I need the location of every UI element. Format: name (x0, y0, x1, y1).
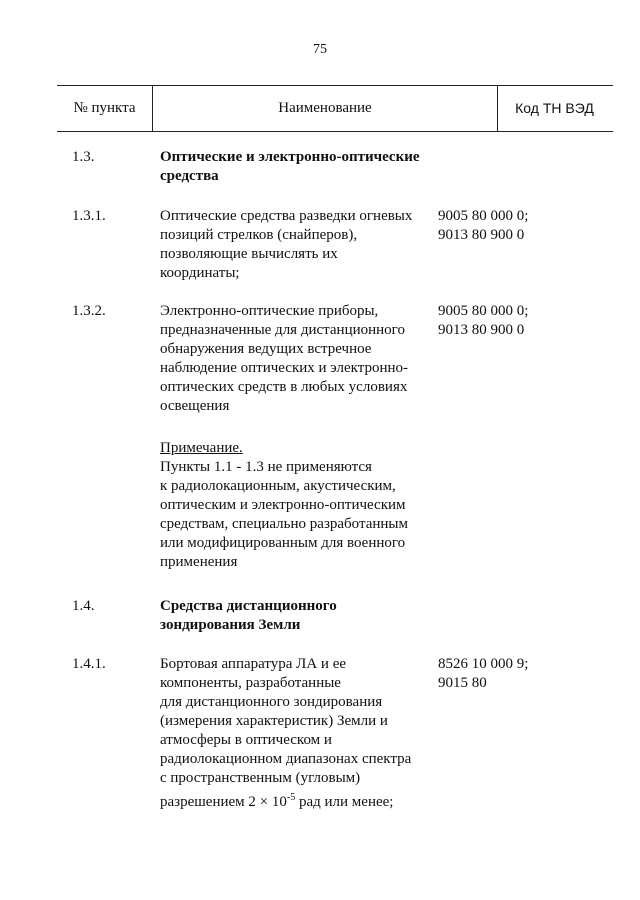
header-item-number: № пункта (73, 100, 136, 116)
item-name-line: компоненты, разработанные (160, 675, 341, 691)
item-code-line: 9013 80 900 0 (438, 227, 525, 243)
item-name-line: Средства дистанционного (160, 598, 337, 614)
item-code-line: 9013 80 900 0 (438, 322, 525, 338)
item-name (160, 597, 432, 635)
item-name-line: с пространственным (угловым) (160, 770, 361, 786)
item-name-text: рад или менее; (295, 794, 394, 810)
note-line: оптическим и электронно-оптическим (160, 497, 406, 513)
item-name-line: координаты; (160, 265, 240, 281)
note-line: применения (160, 554, 238, 570)
table-header (57, 85, 613, 132)
note-body (160, 439, 432, 572)
item-code-line: 9015 80 (438, 675, 487, 691)
item-name-line: Бортовая аппаратура ЛА и ее (160, 656, 347, 672)
item-name-line: позиций стрелков (снайперов), (160, 227, 358, 243)
header-item-code: Код ТН ВЭД (515, 100, 594, 116)
page-number: 75 (313, 42, 327, 57)
item-name-line: наблюдение оптических и электронно- (160, 360, 408, 376)
note-title: Примечание. (160, 440, 243, 456)
note-line: или модифицированным для военного (160, 535, 406, 551)
item-name-line: Оптические и электронно-оптические (160, 149, 420, 165)
item-code (438, 207, 608, 245)
item-code-line: 9005 80 000 0; (438, 208, 529, 224)
item-name-line: (измерения характеристик) Земли и (160, 713, 388, 729)
note-line: средствам, специально разработанным (160, 516, 408, 532)
item-name-line (160, 788, 432, 812)
item-code (438, 655, 608, 693)
item-name (160, 148, 432, 186)
item-name-line: радиолокационном диапазонах спектра (160, 751, 412, 767)
note-line: Пункты 1.1 - 1.3 не применяются (160, 459, 372, 475)
item-name-line: освещения (160, 398, 230, 414)
item-name (160, 655, 432, 812)
item-number: 1.3.1. (72, 208, 106, 224)
item-name-line: обнаружения ведущих встречное (160, 341, 372, 357)
item-name-line: атмосферы в оптическом и (160, 732, 332, 748)
item-code-line: 9005 80 000 0; (438, 303, 529, 319)
item-name-line: Оптические средства разведки огневых (160, 208, 413, 224)
item-name-line: зондирования Земли (160, 617, 301, 633)
item-name-line: для дистанционного зондирования (160, 694, 383, 710)
item-name (160, 207, 432, 283)
item-name-line: Электронно-оптические приборы, (160, 303, 379, 319)
exponent: -5 (286, 792, 296, 803)
item-name-line: средства (160, 168, 219, 184)
item-number: 1.4.1. (72, 656, 106, 672)
item-name-line: оптических средств в любых условиях (160, 379, 408, 395)
item-code-line: 8526 10 000 9; (438, 656, 529, 672)
item-name-text: разрешением 2 × 10 (160, 794, 287, 810)
item-number: 1.3. (72, 149, 95, 165)
item-name (160, 302, 432, 416)
item-number: 1.3.2. (72, 303, 106, 319)
note-line: к радиолокационным, акустическим, (160, 478, 396, 494)
header-item-name: Наименование (152, 86, 498, 131)
item-number: 1.4. (72, 598, 95, 614)
item-name-line: позволяющие вычислять их (160, 246, 338, 262)
item-name-line: предназначенные для дистанционного (160, 322, 405, 338)
item-code (438, 302, 608, 340)
